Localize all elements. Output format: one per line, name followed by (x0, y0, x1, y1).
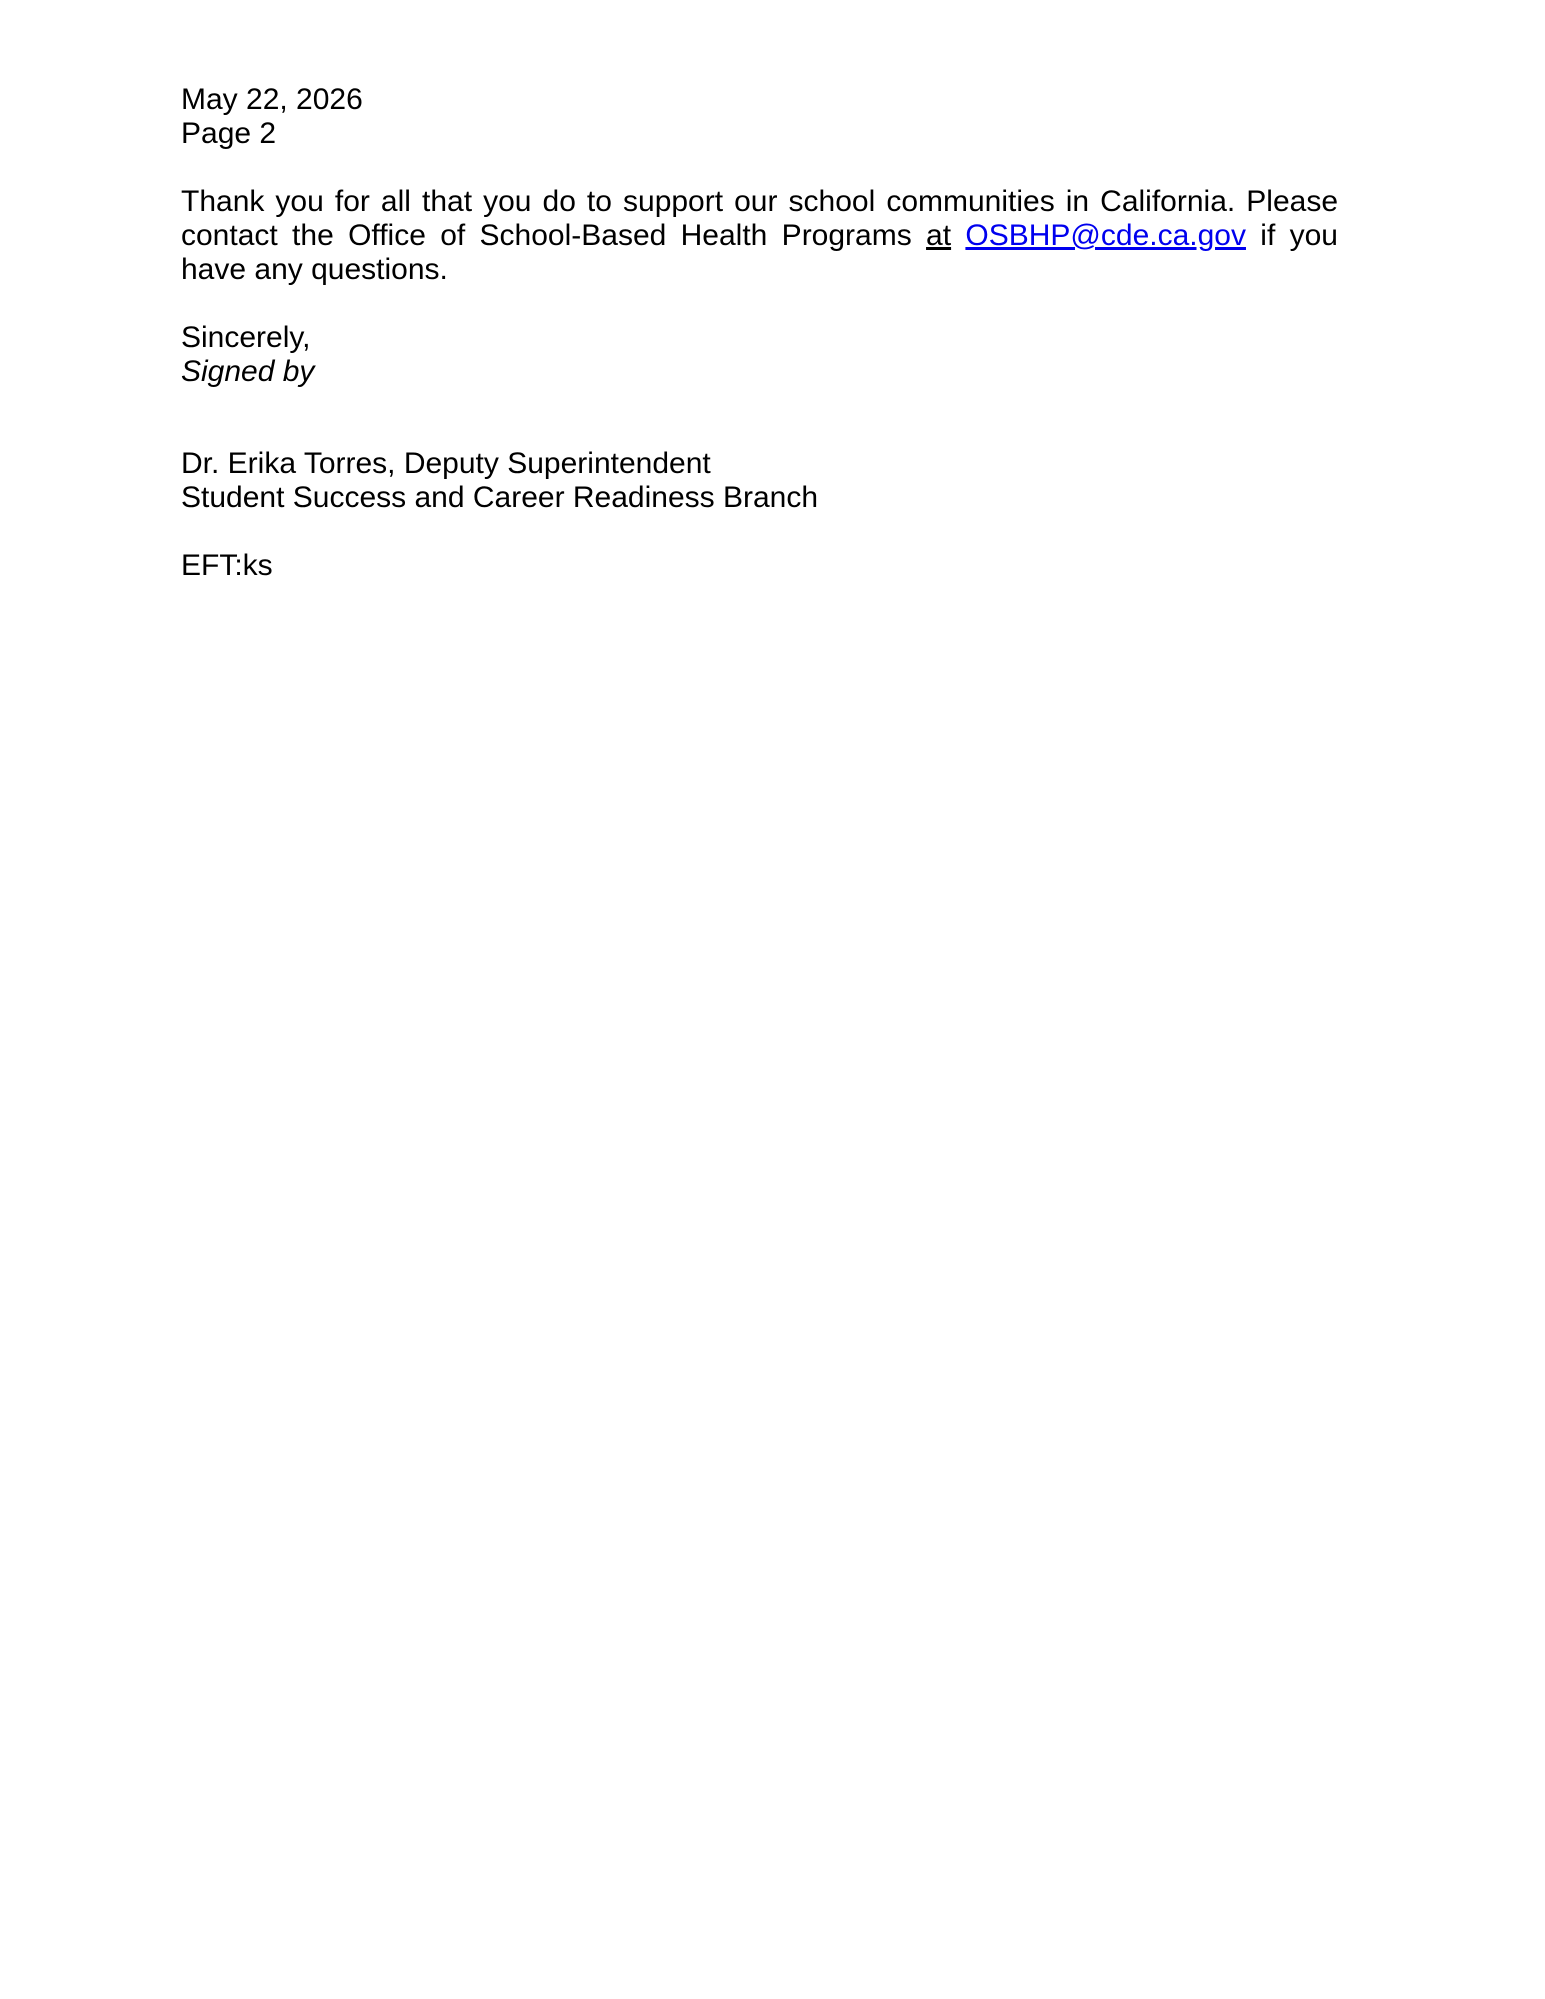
link-lead-text: at (926, 219, 952, 252)
email-link[interactable]: OSBHP@cde.ca.gov (965, 219, 1246, 252)
letter-content (181, 83, 1338, 583)
page-number: Page 2 (181, 117, 277, 150)
signer-name-title: Dr. Erika Torres, Deputy Superintendent (181, 447, 711, 480)
closing (181, 321, 1338, 389)
salutation: Sincerely, (181, 321, 311, 354)
signer-branch: Student Success and Career Readiness Branch (181, 481, 819, 514)
letter-date: May 22, 2026 (181, 83, 363, 116)
signature-block (181, 447, 1338, 515)
body-paragraph (181, 185, 1338, 287)
signed-by-label: Signed by (181, 355, 315, 388)
body-text-end: if you have any questions. (181, 219, 1338, 286)
body-text-start: Thank you for all that you do to support our school communities in California. Please contact the Office of School-Based Health Programs (181, 185, 1338, 252)
reference-initials: EFT:ks (181, 549, 273, 582)
letter-header (181, 83, 1338, 151)
